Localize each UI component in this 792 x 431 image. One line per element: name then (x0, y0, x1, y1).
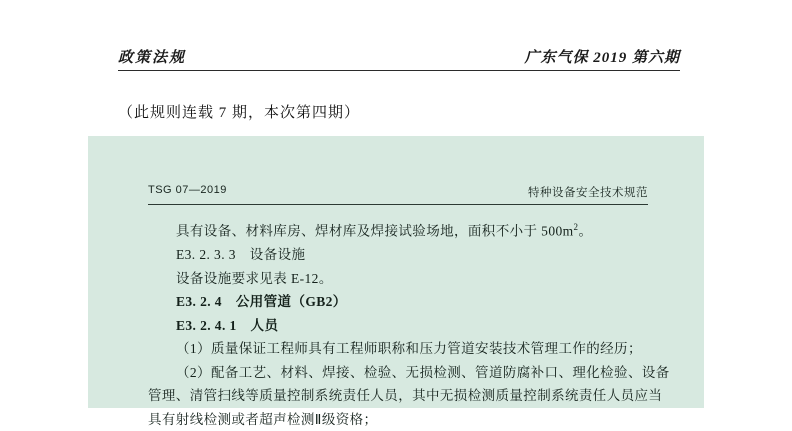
scan-line-4: E3. 2. 4 公用管道（GB2） (148, 290, 648, 314)
scan-header-code: TSG 07—2019 (148, 184, 227, 196)
scan-line-3: 设备设施要求见表 E-12。 (148, 267, 648, 291)
scan-line-2: E3. 2. 3. 3 设备设施 (148, 243, 648, 267)
scan-content (88, 136, 704, 408)
scan-line-9: 具有射线检测或者超声检测Ⅱ级资格； (148, 408, 648, 431)
serialization-note: （此规则连载 7 期，本次第四期） (118, 101, 360, 122)
scan-line-7: （2）配备工艺、材料、焊接、检验、无损检测、管道防腐补口、理化检验、设备 (148, 361, 648, 385)
scan-line-1-period: 。 (578, 224, 592, 239)
scanned-page-image (88, 136, 704, 408)
scan-line-1 (148, 216, 648, 243)
scan-body-text (148, 216, 648, 431)
scan-line-1-superscript: 2 (574, 222, 579, 232)
scan-line-5: E3. 2. 4. 1 人员 (148, 314, 648, 338)
scan-header-rule (148, 204, 648, 205)
running-head-rule (118, 70, 680, 71)
running-head-section: 政策法规 (118, 46, 186, 67)
scan-line-6: （1）质量保证工程师具有工程师职称和压力管道安装技术管理工作的经历； (148, 337, 648, 361)
running-head (0, 46, 792, 80)
scan-header (148, 184, 648, 202)
scan-line-1-text: 具有设备、材料库房、焊材库及焊接试验场地，面积不小于 500m (176, 224, 574, 239)
scan-header-title: 特种设备安全技术规范 (528, 184, 648, 200)
running-head-issue: 广东气保 2019 第六期 (524, 46, 680, 67)
scan-line-8: 管理、清管扫线等质量控制系统责任人员，其中无损检测质量控制系统责任人员应当 (148, 384, 648, 408)
